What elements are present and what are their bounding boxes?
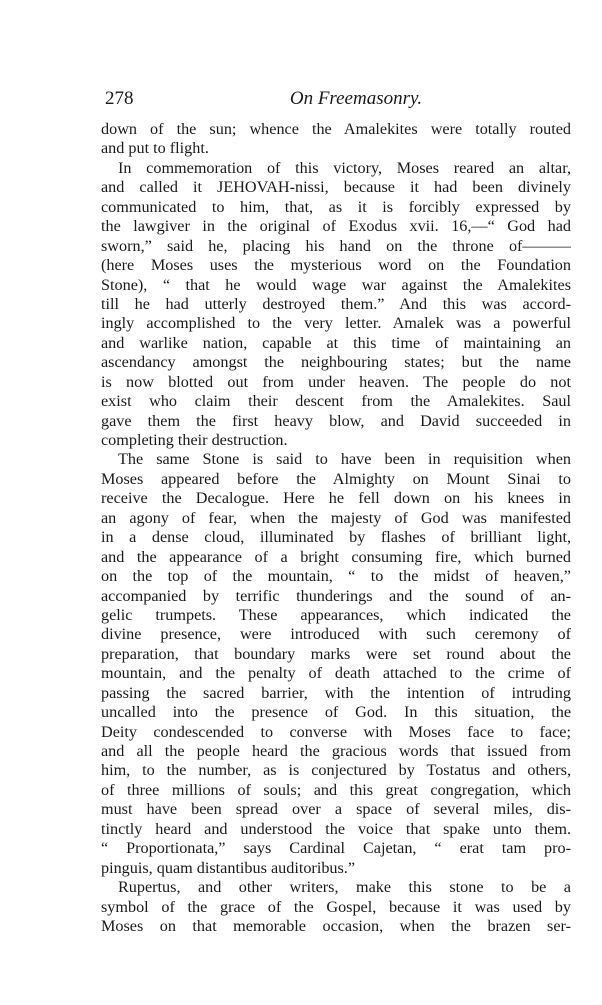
text-line: Rupertus, and other writers, make this stone to be a	[118, 878, 571, 897]
text-line: The same Stone is said to have been in requisition when	[118, 450, 571, 469]
text-line: him, to the number, as is conjectured by Tostatus and others,	[101, 761, 571, 780]
text-line: gave them the first heavy blow, and David succeeded in	[101, 411, 571, 430]
text-line: on the top of the mountain, “ to the midst of heaven,”	[101, 567, 571, 586]
body-text	[101, 120, 571, 936]
text-line: receive the Decalogue. Here he fell down on his knees in	[101, 489, 571, 508]
text-line: is now blotted out from under heaven. The people do not	[101, 372, 571, 391]
text-line: Moses on that memorable occasion, when the brazen ser-	[101, 916, 571, 935]
text-line: passing the sacred barrier, with the intention of intruding	[101, 683, 571, 702]
running-title: On Freemasonry.	[289, 88, 423, 109]
text-line: Deity condescended to converse with Moses face to face;	[101, 722, 571, 741]
text-line: and all the people heard the gracious words that issued from	[101, 742, 571, 760]
text-line: the lawgiver in the original of Exodus xvii. 16,—“ God had	[101, 217, 571, 236]
text-line: communicated to him, that, as it is forcibly expressed by	[101, 197, 571, 216]
text-line: (here Moses uses the mysterious word on the Foundation	[101, 256, 571, 275]
text-line: accompanied by terrific thunderings and the sound of an-	[101, 586, 571, 605]
text-line: completing their destruction.	[101, 431, 288, 449]
text-line: ingly accomplished to the very letter. Amalek was a powerful	[101, 314, 571, 333]
text-line: and the appearance of a bright consuming fire, which burned	[101, 547, 571, 566]
text-line: till he had utterly destroyed them.” And this was accord-	[101, 294, 571, 313]
text-line: exist who claim their descent from the Amalekites. Saul	[101, 392, 571, 411]
page-number: 278	[105, 88, 134, 109]
text-line: Stone), “ that he would wage war against the Amalekites	[101, 275, 571, 294]
text-line: tinctly heard and understood the voice that spake unto them.	[101, 819, 571, 838]
text-line: and called it JEHOVAH-nissi, because it had been divinely	[101, 178, 571, 197]
text-line: uncalled into the presence of God. In this situation, the	[101, 703, 571, 722]
page-header	[101, 88, 571, 114]
text-line: and put to flight.	[101, 139, 209, 158]
text-line: in a dense cloud, illuminated by flashes of brilliant light,	[101, 528, 571, 547]
text-line: Moses appeared before the Almighty on Mount Sinai to	[101, 469, 571, 488]
text-line: In commemoration of this victory, Moses reared an altar,	[118, 158, 571, 177]
text-line: an agony of fear, when the majesty of God was manifested	[101, 508, 571, 527]
text-line: divine presence, were introduced with such ceremony of	[101, 625, 571, 644]
text-line: down of the sun; whence the Amalekites were totally routed	[101, 120, 571, 138]
text-line: must have been spread over a space of several miles, dis-	[101, 800, 571, 819]
book-page	[101, 88, 571, 936]
text-line: gelic trumpets. These appearances, which indicated the	[101, 605, 571, 624]
text-line: preparation, that boundary marks were set round about the	[101, 644, 571, 663]
text-line: ascendancy amongst the neighbouring states; but the name	[101, 353, 571, 372]
text-line: of three millions of souls; and this great congregation, which	[101, 780, 571, 799]
text-line: sworn,” said he, placing his hand on the throne of———	[101, 236, 571, 255]
text-line: symbol of the grace of the Gospel, because it was used by	[101, 897, 571, 916]
text-line: pinguis, quam distantibus auditoribus.”	[101, 858, 356, 877]
text-line: “ Proportionata,” says Cardinal Cajetan, “ erat tam pro-	[101, 839, 571, 858]
text-line: mountain, and the penalty of death attached to the crime of	[101, 664, 571, 683]
text-line: and warlike nation, capable at this time of maintaining an	[101, 333, 571, 352]
